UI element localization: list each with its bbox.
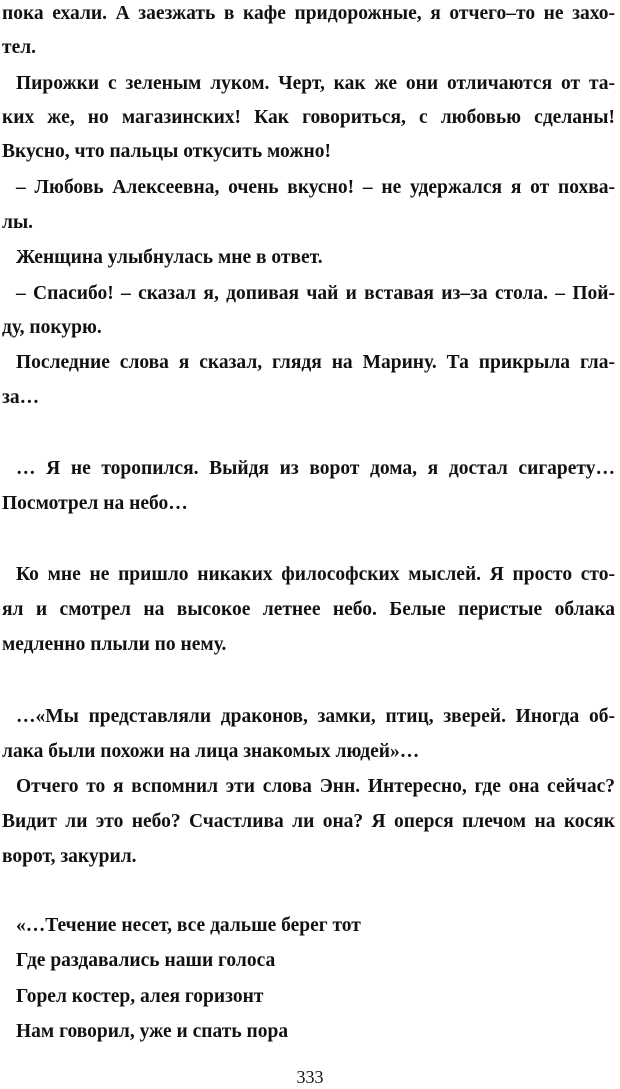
poem-line: Нам говорил, уже и спать пора [16, 1021, 289, 1042]
text-line: Пирожки с зеленым луком. Черт, как же они отличаются от та- [16, 73, 615, 94]
text-line: Видит ли это небо? Счастлива ли она? Я оперся плечом на косяк [2, 811, 615, 832]
page-number: 333 [296, 1067, 324, 1087]
text-line: лы. [2, 212, 34, 233]
text-line: – Любовь Алексеевна, очень вкусно! – не удержался я от похва- [16, 177, 615, 198]
text-line: Последние слова я сказал, глядя на Марину. Та прикрыла гла- [16, 352, 615, 373]
text-line: ких же, но магазинских! Как говориться, с любовью сделаны! [2, 107, 615, 128]
text-line: Женщина улыбнулась мне в ответ. [16, 247, 323, 268]
text-line: Отчего то я вспомнил эти слова Энн. Интересно, где она сейчас? [16, 776, 615, 797]
text-line: ворот, закурил. [2, 846, 137, 867]
text-line: тел. [2, 37, 37, 58]
text-line: лака были похожи на лица знакомых людей»… [2, 741, 420, 762]
text-line: Посмотрел на небо… [2, 493, 188, 514]
text-line: – Спасибо! – сказал я, допивая чай и вставая из–за стола. – Пой- [16, 283, 615, 304]
text-line: Вкусно, что пальцы откусить можно! [2, 141, 331, 162]
poem-line: Где раздавались наши голоса [16, 950, 276, 971]
text-line: медленно плыли по нему. [2, 634, 227, 655]
poem-line: Горел костер, алея горизонт [16, 986, 264, 1007]
text-line: Ко мне не пришло никаких философских мыслей. Я просто сто- [16, 564, 615, 585]
text-line: ду, покурю. [2, 317, 102, 338]
text-line: за… [2, 387, 40, 408]
text-line: ял и смотрел на высокое летнее небо. Белые перистые облака [2, 599, 615, 620]
text-line: … Я не торопился. Выйдя из ворот дома, я достал сигарету… [16, 458, 615, 479]
text-line: …«Мы представляли драконов, замки, птиц, зверей. Иногда об- [16, 706, 615, 727]
text-line: пока ехали. А заезжать в кафе придорожные, я отчего–то не захо- [2, 3, 615, 24]
poem-line: «…Течение несет, все дальше берег тот [16, 915, 361, 936]
